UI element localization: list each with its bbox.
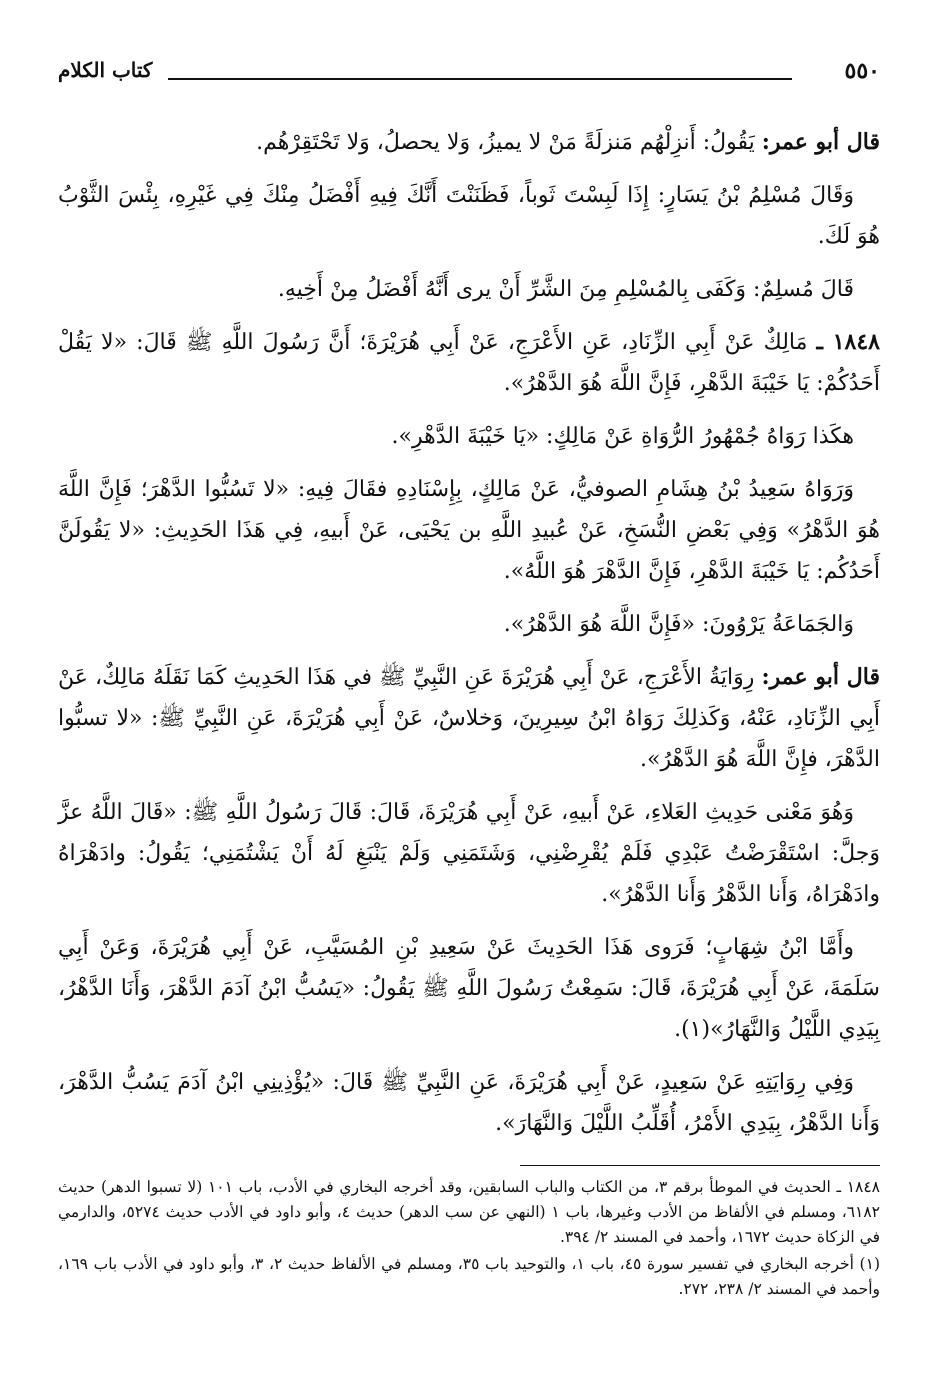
paragraph-text: وأَمَّا ابْنُ شِهَابٍ؛ فَرَوى هَذَا الحَدِيثَ عَنْ سَعِيدِ بْنِ المُسَيَّبِ، عَنْ أَبِي هُرَيْرَةَ، وَعَنْ أَبِي سَلَمَةَ، عَنْ أَبِي هُرَيْرَةَ، قَالَ: سَمِعْتُ رَسُولَ اللَّهِ ﷺ يَقُولُ: «يَسُبُّ ابْنُ آدَمَ الدَّهْرَ، وَأَنَا الدَّهْرُ، بِيَدِي اللَّيْلُ وَالنَّهَارُ»(١).	[58, 935, 880, 1042]
paragraph	[58, 322, 880, 404]
paragraph-text: رِوَايَةُ الأَعْرَجِ، عَنْ أَبِي هُرَيْرَةَ عَنِ النَّبِيِّ ﷺ في هَذَا الحَدِيثِ كَمَا نَقَلَهُ مَالِكٌ، عَنْ أَبِي الزِّنَادِ، عَنْهُ، وَكَذلِكَ رَوَاهُ ابْنُ سِيرِينَ، وَخلاسٌ، عَنْ أَبِي هُرَيْرَةَ، عَنِ النَّبِيِّ ﷺ: «لا تسبُّوا الدَّهْرَ، فإِنَّ اللَّهَ هُوَ الدَّهْرُ».	[58, 665, 880, 772]
paragraph-text: وَالجَمَاعَةُ يَرْوُونَ: «فَإِنَّ اللَّهَ هُوَ الدَّهْرُ».	[503, 612, 854, 637]
paragraph	[58, 416, 880, 457]
paragraph-text: قَالَ مُسلِمٌ: وَكَفَى بِالمُسْلِمِ مِنَ الشَّرِّ أَنْ يرى أَنَّهُ أَفْضَلُ مِنْ أَخِيهِ.	[277, 277, 854, 302]
paragraph	[58, 927, 880, 1050]
paragraph-lead: قال أبو عمر:	[761, 664, 880, 690]
paragraph-lead: قال أبو عمر:	[761, 129, 880, 155]
footnote: ١٨٤٨ ـ الحديث في الموطأ برقم ٣، من الكتاب والباب السابقين، وقد أخرجه البخاري في الأدب، باب ١٠١ (لا تسبوا الدهر) حديث ٦١٨٢، ومسلم في الألفاظ من الأدب وغيرها، باب ١ (النهي عن سب الدهر) حديث ٤، وأبو داود في الأدب حديث ٥٢٧٤، والدارمي في الزكاة حديث ١٦٧٢، وأحمد في المسند ٢/ ٣٩٤.	[58, 1178, 881, 1246]
paragraph	[58, 657, 880, 780]
paragraph-text: مَالِكٌ عَنْ أَبِي الزِّنَادِ، عَنِ الأَعْرَجِ، عَنْ أَبِي هُرَيْرَةَ؛ أَنَّ رَسُولَ اللَّهِ ﷺ قَالَ: «لا يَقُلْ أَحَدُكُمْ: يَا خَيْبَةَ الدَّهْرِ، فَإِنَّ اللَّهَ هُوَ الدَّهْرُ».	[58, 330, 880, 396]
paragraph	[58, 269, 880, 310]
paragraph	[58, 792, 880, 915]
paragraph	[58, 604, 880, 645]
header-rule	[168, 78, 792, 80]
paragraph-text: وَفِي رِوَايَتِهِ عَنْ سَعِيدٍ، عَنْ أَبِي هُرَيْرَةَ، عَنِ النَّبِيِّ ﷺ قَالَ: «يُؤْذِينِي ابْنُ آدَمَ يَسُبُّ الدَّهْرَ، وَأَنا الدَّهْرُ، بِيَدِي الأَمْرُ، أُقَلِّبُ اللَّيْلَ وَالنَّهَارَ».	[58, 1070, 880, 1136]
paragraph-text: وَرَوَاهُ سَعِيدُ بْنُ هِشَامِ الصوفيُّ، عَنْ مَالِكٍ، بِإِسْنَادِهِ فقَالَ فِيهِ: «لا تَسُبُّوا الدَّهْرَ؛ فَإِنَّ اللَّهَ هُوَ الدَّهْرُ» وَفِي بَعْضِ النُّسَخِ، عَنْ عُبيدِ اللَّهِ بن يَحْيَى، عَنْ أَبيهِ، فِي هَذَا الحَدِيثِ: «لا يَقُولَنَّ أَحَدُكُم: يَا خَيْبَةَ الدَّهْرِ، فَإِنَّ الدَّهْرَ هُوَ اللَّهُ».	[58, 477, 880, 584]
paragraph-text: وَقَالَ مُسْلِمُ بْنُ يَسَارٍ: إِذَا لَبِسْتَ ثَوباً، فَظَنَنْتَ أَنَّكَ فِيهِ أَفْضَلُ مِنْكَ فِي غَيْرِهِ، بِئْسَ الثَّوْبُ هُوَ لَكَ.	[58, 183, 880, 249]
paragraph-text: يَقُولُ: أَنزِلْهُم مَنزلَةً مَنْ لا يميزُ، وَلا يحصلُ، وَلا تَحْتَقِرْهُم.	[256, 130, 762, 155]
page-header	[58, 52, 880, 92]
footnotes	[58, 1175, 880, 1304]
hadith-number: ١٨٤٨ ـ	[816, 329, 880, 355]
page-number: ٥٥٠	[844, 58, 880, 84]
footnote-separator	[520, 1165, 880, 1166]
main-text	[58, 122, 880, 1156]
footnote: (١) أخرجه البخاري في تفسير سورة ٤٥، باب ١، والتوحيد باب ٣٥، ومسلم في الألفاظ حديث ٢، ٣، وأبو داود في الأدب باب ١٦٩، وأحمد في المسند ٢/ ٢٣٨، ٢٧٢.	[58, 1255, 880, 1298]
paragraph	[58, 175, 880, 257]
paragraph	[58, 1062, 880, 1144]
paragraph	[58, 122, 880, 163]
paragraph	[58, 469, 880, 592]
book-title: كتاب الكلام	[58, 58, 153, 82]
paragraph-text: هكَذا رَوَاهُ جُمْهُورُ الرُّوَاةِ عَنْ مَالِكٍ: «يَا خَيْبَةَ الدَّهْرِ».	[391, 424, 854, 449]
paragraph-text: وَهُوَ مَعْنى حَدِيثِ العَلاءِ، عَنْ أَبيهِ، عَنْ أَبِي هُرَيْرَةَ، قَالَ: قَالَ رَسُولُ اللَّهِ ﷺ: «قَالَ اللَّهُ عزَّ وَجلَّ: اسْتَقْرَضْتُ عَبْدِي فَلَمْ يُقْرِضْنِي، وَشَتَمَنِي وَلَمْ يَنْبَغِ لَهُ أَنْ يَشْتُمَنِي؛ يَقُولُ: وادَهْرَاهُ وادَهْرَاهُ، وَأَنا الدَّهْرُ وَأَنا الدَّهْرُ».	[58, 800, 880, 907]
